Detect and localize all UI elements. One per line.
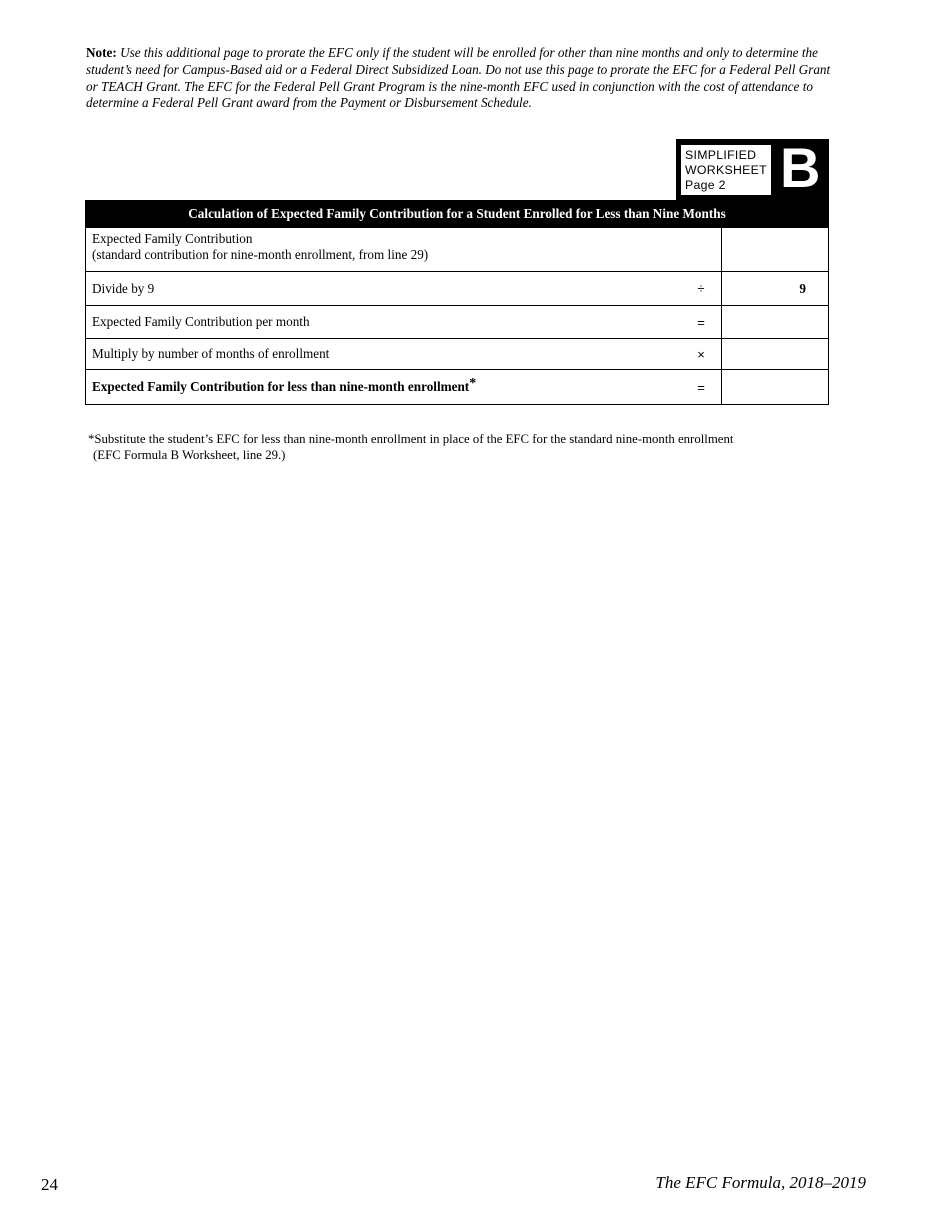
footnote-line-2: (EFC Formula B Worksheet, line 29.): [93, 447, 286, 462]
note-label: Note:: [86, 45, 117, 60]
equals-icon: =: [697, 379, 705, 395]
row-label-main: Expected Family Contribution for less than nine-month enrollment: [92, 379, 470, 394]
efc-input-cell[interactable]: [721, 228, 828, 271]
row-label-sub: (standard contribution for nine-month enrollment, from line 29): [92, 247, 429, 262]
row-label: Divide by 9: [92, 280, 155, 296]
row-label-main: Expected Family Contribution: [92, 231, 253, 246]
table-row: [86, 227, 828, 271]
efc-proration-table: [85, 200, 829, 405]
table-row: [86, 338, 828, 369]
table-row: [86, 305, 828, 338]
badge-line-3: Page 2: [685, 178, 726, 192]
worksheet-letter: B: [780, 136, 821, 199]
worksheet-badge: [676, 136, 829, 201]
table-row: [86, 271, 828, 305]
row-label: Expected Family Contribution per month: [92, 314, 310, 329]
badge-line-1: SIMPLIFIED: [685, 148, 757, 162]
badge-line-2: WORKSHEET: [685, 163, 767, 177]
efc-per-month-cell[interactable]: [721, 306, 828, 338]
prorated-efc-cell[interactable]: [721, 370, 828, 404]
note-text: Use this additional page to prorate the EFC only if the student will be enrolled for other than nine months and only to determine the student’s need for Campus-Based aid or a Federal Direct Subsidized Loan. Do not use this page to prorate the EFC for a Federal Pell Grant or TEACH Grant. The EFC for the Federal Pell Grant Program is the nine-month EFC used in conjunction with the cost of attendance to determine a Federal Pell Grant award from the Payment or Disbursement Schedule.: [86, 45, 831, 111]
table-row: [86, 369, 828, 404]
divide-icon: ÷: [697, 281, 705, 296]
note-paragraph: [86, 45, 836, 112]
months-enrollment-cell[interactable]: [721, 339, 828, 369]
page-number: 24: [41, 1175, 58, 1194]
footnote-marker: *: [469, 376, 477, 391]
row-operator: [681, 228, 721, 271]
footnote-line-1: *Substitute the student’s EFC for less than nine-month enrollment in place of the EFC for the standard nine-month enrollment: [88, 432, 734, 446]
footnote: [88, 432, 733, 463]
row-label: [86, 370, 681, 404]
row-label: [86, 228, 681, 271]
running-footer-title: The EFC Formula, 2018–2019: [655, 1173, 866, 1192]
row-label: Multiply by number of months of enrollment: [92, 346, 330, 361]
equals-icon: =: [697, 314, 705, 330]
worksheet-badge-label: [681, 145, 771, 195]
table-title: Calculation of Expected Family Contribution for a Student Enrolled for Less than Nine Months: [86, 200, 828, 227]
multiply-icon: ×: [697, 346, 705, 362]
divisor-value-cell: 9: [721, 272, 828, 305]
